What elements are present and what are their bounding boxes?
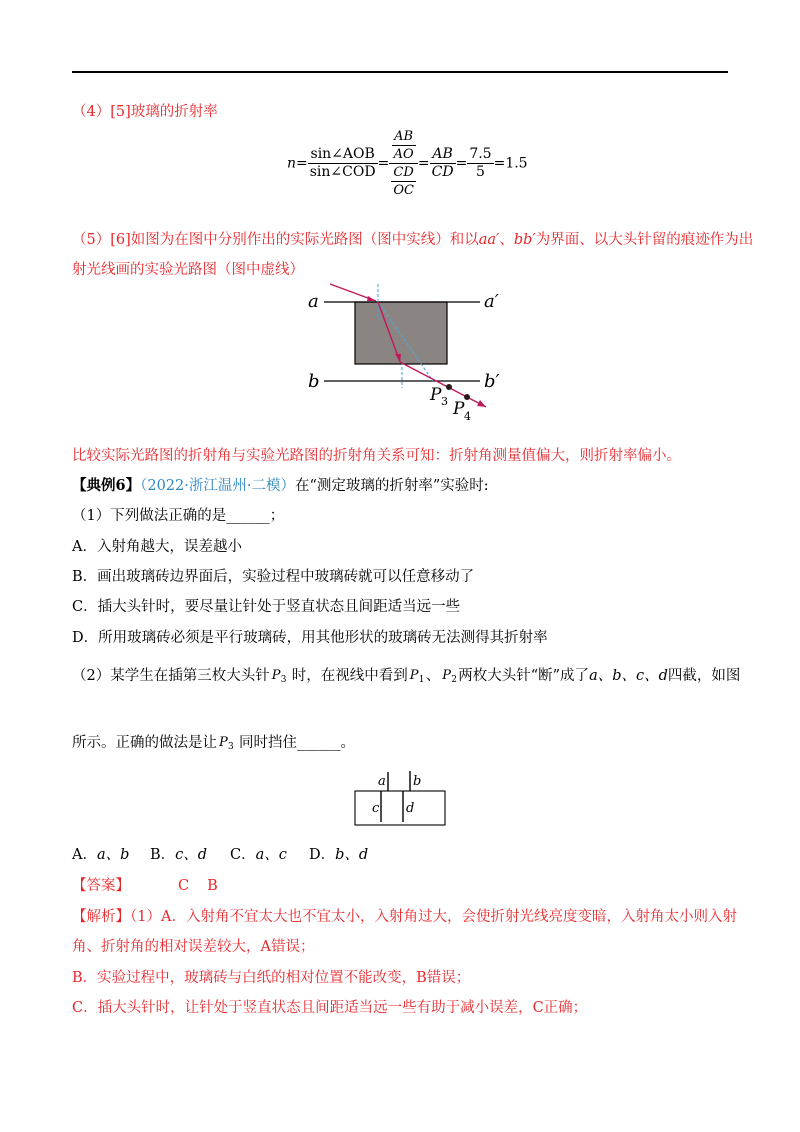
example-header	[72, 474, 489, 495]
conclusion: 比较实际光路图的折射角与实验光路图的折射角关系可知：折射角测量值偏大，则折射率偏小。	[72, 448, 681, 464]
q2-letters: a、b、c、d	[589, 668, 668, 684]
p2-sub: 2	[451, 675, 457, 685]
p2-letter: P	[442, 668, 451, 683]
option-b: B．画出玻璃砖边界面后，实验过程中玻璃砖就可以任意移动了	[72, 569, 475, 585]
question-1: （1）下列做法正确的是______；	[72, 508, 285, 524]
p3-letter: P	[271, 668, 281, 683]
num-5: 5	[476, 164, 485, 180]
pin-p3	[446, 384, 452, 390]
section5-line2: 射光线画的实验光路图（图中虚线）	[72, 262, 304, 278]
analysis-line1	[72, 905, 737, 926]
example-source: （2022·浙江温州·二模）	[140, 478, 295, 494]
eq-sign-3: =	[455, 155, 468, 172]
label-b: b	[308, 371, 320, 392]
example-tag: 【典例6】	[72, 477, 141, 494]
ab: AB	[430, 146, 456, 164]
incident-arrow	[367, 296, 376, 301]
emergent-arrow	[477, 400, 486, 407]
q2-text-d: 两枚大头针“断”成了	[458, 668, 590, 684]
fraction-sin	[308, 146, 378, 181]
formula-n: n=	[287, 155, 308, 172]
choice-b-value: c、d	[175, 847, 208, 863]
choice-a-value: a、b	[96, 847, 130, 863]
label-fig2-c: c	[372, 801, 380, 816]
label-a-prime: a′	[484, 291, 499, 312]
num-7-5: 7.5	[469, 146, 492, 162]
oc: OC	[393, 183, 414, 198]
label-p4-sub: 4	[464, 410, 471, 423]
option-d: D．所用玻璃砖必须是平行玻璃砖，用其他形状的玻璃砖无法测得其折射率	[72, 630, 548, 646]
pin-p4	[464, 394, 470, 400]
sin-cod: sin∠COD	[309, 164, 376, 180]
label-a: a	[308, 291, 319, 312]
eq-sign: =	[377, 155, 390, 172]
s5-bb: bb′	[513, 232, 536, 248]
label-b-prime: b′	[484, 371, 500, 392]
answer-1: C	[178, 878, 190, 894]
s5-sep: 、	[499, 232, 514, 248]
question-2-line1	[72, 664, 740, 685]
cd: CD	[431, 164, 454, 180]
answer-2: B	[207, 878, 218, 894]
choice-b	[150, 843, 230, 864]
label-p3: P	[430, 385, 442, 405]
answer-tag: 【答案】	[72, 878, 130, 894]
light-path-figure	[300, 280, 520, 430]
q2-line2-b: 同时挡住______。	[239, 735, 355, 751]
choice-a	[72, 843, 150, 864]
top-rule	[72, 71, 728, 73]
choice-d-value: b、d	[335, 847, 369, 863]
fraction-ab-cd	[430, 146, 456, 181]
eq-sign-2: =	[417, 155, 430, 172]
fraction-compound	[389, 128, 418, 199]
q2-line2-a: 所示。正确的做法是让	[72, 735, 217, 751]
analysis-l1: （1）A．入射角不宜太大也不宜太小，入射角过大，会使折射光线亮度变暗，入射角太小则入射	[130, 909, 737, 925]
compound-top	[389, 128, 418, 164]
p3-letter-2: P	[219, 735, 228, 750]
p3-sub: 3	[280, 675, 287, 685]
choices-row	[72, 843, 368, 864]
glass-block	[355, 302, 447, 364]
glass-outline	[355, 791, 445, 825]
analysis-line2: 角、折射角的相对误差较大，A错误；	[72, 939, 315, 955]
label-fig2-b: b	[413, 774, 422, 789]
fraction-numbers	[467, 146, 493, 181]
example-intro: 在“测定玻璃的折射率”实验时:	[294, 478, 489, 494]
analysis-tag: 【解析】	[72, 909, 130, 925]
ab-top: AB	[392, 128, 416, 146]
choice-b-label: B．	[150, 847, 176, 863]
q2-sep: 、	[425, 668, 441, 684]
q2-text-a: （2）某学生在插第三枚大头针	[72, 668, 270, 684]
p1-sub: 1	[418, 675, 425, 685]
choice-c-value: a、c	[255, 847, 287, 863]
answer-row	[72, 874, 218, 895]
result: =1.5	[493, 155, 528, 172]
section5-line1	[72, 228, 753, 249]
choice-c-label: C．	[230, 847, 256, 863]
question-2-line2	[72, 731, 355, 752]
choice-d-label: D．	[309, 847, 336, 863]
label-fig2-d: d	[406, 801, 415, 816]
choice-c	[230, 843, 309, 864]
refraction-formula	[287, 128, 528, 199]
ao: AO	[393, 147, 414, 162]
option-c: C．插大头针时，要尽量让针处于竖直状态且间距适当远一些	[72, 599, 461, 615]
label-p3-sub: 3	[441, 395, 448, 408]
p3-sub-2: 3	[228, 742, 234, 752]
q2-text-b: 时，在视线中看到	[291, 668, 408, 684]
s5-text-e: 为界面、以大头针留的痕迹作为出	[535, 232, 754, 248]
pin-figure	[350, 764, 450, 828]
sin-aob: sin∠AOB	[308, 146, 378, 164]
analysis-line3: B．实验过程中，玻璃砖与白纸的相对位置不能改变，B错误；	[72, 970, 471, 986]
label-p4: P	[453, 399, 465, 419]
p1-letter: P	[409, 668, 419, 683]
s5-text-a: （5）[6]如图为在图中分别作出的实际光路图（图中实线）和以	[72, 232, 479, 248]
compound-bottom	[389, 164, 418, 199]
choice-d	[309, 847, 368, 863]
cd-top: CD	[391, 164, 416, 182]
section4-label: （4）[5]玻璃的折射率	[72, 104, 218, 120]
s5-aa: aa′	[478, 232, 500, 248]
choice-a-label: A．	[72, 847, 97, 863]
label-fig2-a: a	[378, 774, 386, 789]
q2-text-f: 四截，如图	[667, 668, 741, 684]
option-a: A．入射角越大，误差越小	[72, 539, 242, 555]
analysis-line4: C．插大头针时，让针处于竖直状态且间距适当远一些有助于减小误差，C正确；	[72, 1000, 588, 1016]
